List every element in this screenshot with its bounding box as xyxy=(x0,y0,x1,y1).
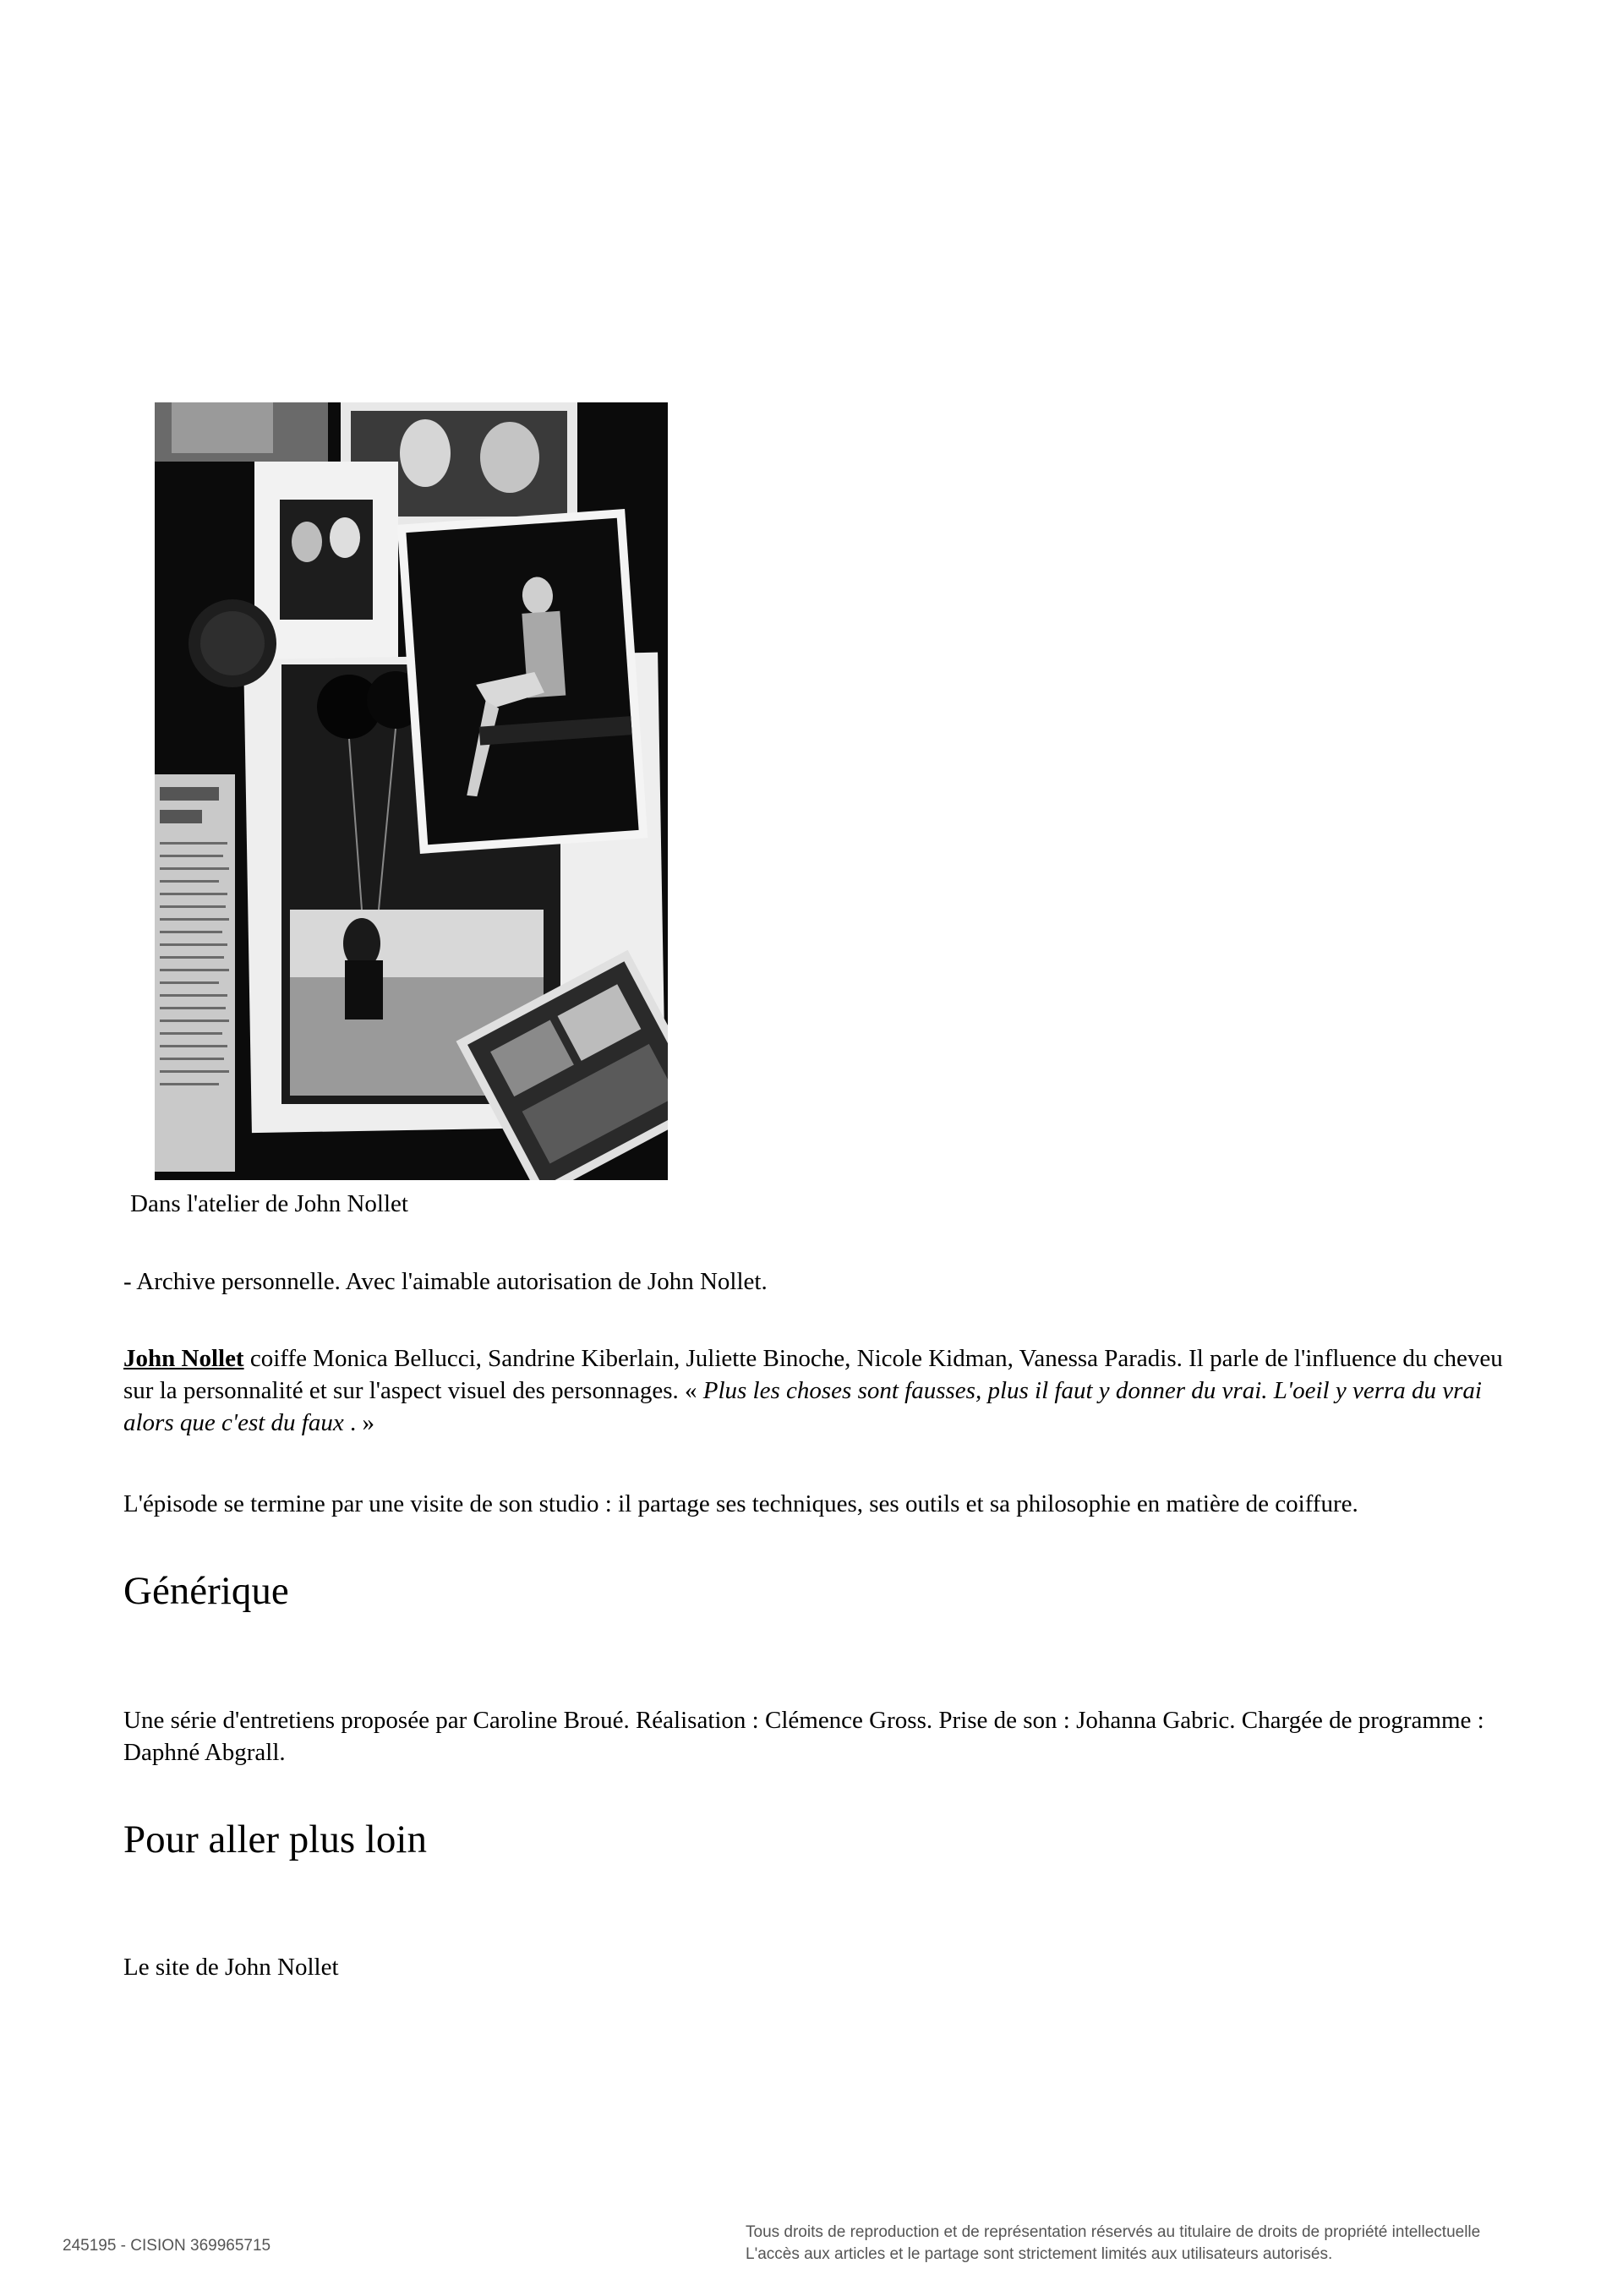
atelier-photo xyxy=(155,402,668,1180)
atelier-photo-illustration xyxy=(155,402,668,1180)
site-link[interactable]: Le site de John Nollet xyxy=(123,1954,339,1981)
document-id: 245195 - CISION 369965715 xyxy=(63,2237,271,2255)
photo-caption: Dans l'atelier de John Nollet xyxy=(130,1190,408,1217)
john-nollet-link[interactable]: John Nollet xyxy=(123,1345,244,1372)
intro-quote: Plus les choses sont fausses, plus il faut y donner du vrai. L'oeil y verra du vrai alors que c'est du faux xyxy=(123,1377,1482,1436)
intro-paragraph xyxy=(123,1342,1510,1439)
photo-credit: - Archive personnelle. Avec l'aimable autorisation de John Nollet. xyxy=(123,1268,768,1295)
intro-quote-end: . » xyxy=(343,1409,374,1436)
credits-paragraph: Une série d'entretiens proposée par Caroline Broué. Réalisation : Clémence Gross. Prise de son : Johanna Gabric. Chargée de programme : Daphné Abgrall. xyxy=(123,1707,1484,1766)
rights-line-1: Tous droits de reproduction et de représentation réservés au titulaire de droits de propriété intellectuelle xyxy=(746,2223,1481,2241)
further-heading: Pour aller plus loin xyxy=(123,1818,427,1861)
credits-heading: Générique xyxy=(123,1569,289,1613)
rights-line-2: L'accès aux articles et le partage sont strictement limités aux utilisateurs autorisés. xyxy=(746,2245,1333,2263)
intro-text: coiffe Monica Bellucci, Sandrine Kiberlain, Juliette Binoche, Nicole Kidman, Vanessa Paradis. Il parle de l'influence du cheveu sur la personnalité et sur l'aspect visuel des personnages. « xyxy=(123,1345,1503,1404)
episode-paragraph: L'épisode se termine par une visite de son studio : il partage ses techniques, ses outils et sa philosophie en matière de coiffure. xyxy=(123,1490,1358,1517)
rights-notice xyxy=(746,2222,1480,2266)
